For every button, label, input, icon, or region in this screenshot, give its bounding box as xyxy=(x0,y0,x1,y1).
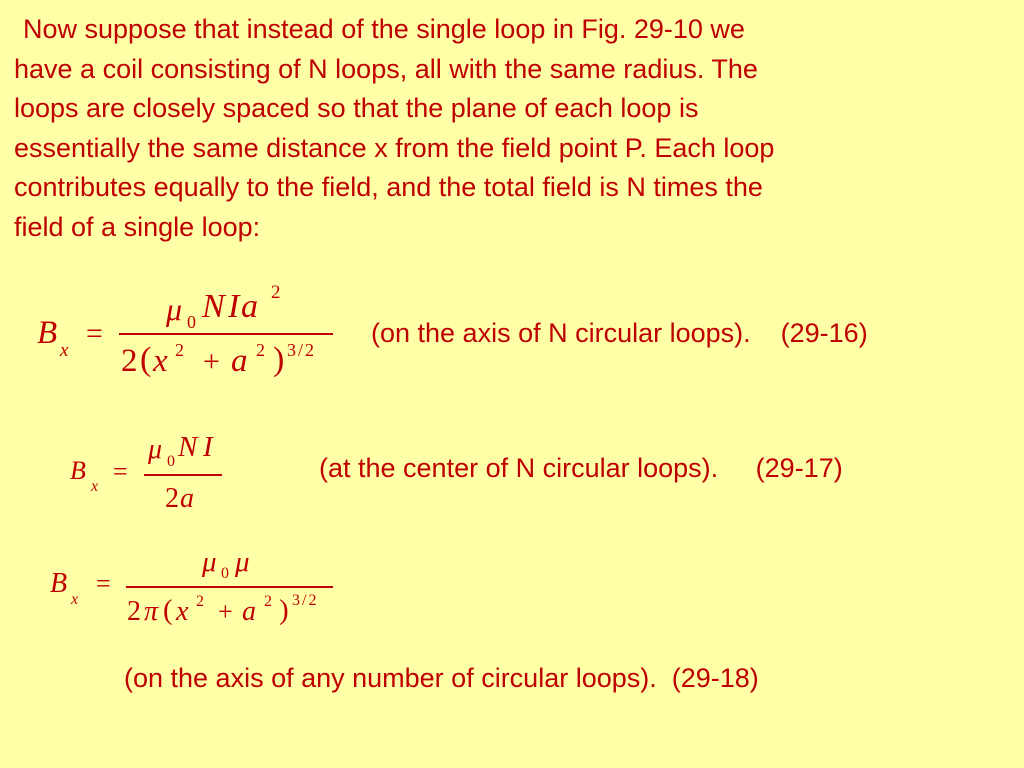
eq-x: x xyxy=(153,343,168,379)
eq-mu-subscript: 0 xyxy=(187,312,196,332)
eq-plus: + xyxy=(203,345,220,378)
eq-plus: + xyxy=(218,597,233,626)
eq-equals: = xyxy=(96,569,111,598)
eq-mu: μ xyxy=(235,546,250,578)
eq-lhs-symbol: B xyxy=(70,456,86,485)
eq-lhs-symbol: B xyxy=(37,315,58,351)
paragraph-line: loops are closely spaced so that the plane of each loop is xyxy=(14,93,699,123)
eq-equals: = xyxy=(113,457,128,486)
eq-mu-subscript: 0 xyxy=(167,453,175,470)
eq-lhs-subscript: x xyxy=(91,478,99,495)
eq-coefficient-2: 2 xyxy=(127,596,141,627)
eq-mu: μ xyxy=(148,434,163,465)
eq-N: N xyxy=(178,431,198,463)
eq-I: I xyxy=(228,288,240,325)
eq-rparen: ) xyxy=(273,341,285,378)
eq-pi: π xyxy=(144,596,159,627)
equation-caption-29-18: (on the axis of any number of circular loops). (29-18) xyxy=(124,663,759,693)
equation-caption-29-16: (on the axis of N circular loops). (29-16) xyxy=(371,318,868,348)
paragraph-line: Now suppose that instead of the single loop in Fig. 29-10 we xyxy=(23,14,745,44)
eq-exponent-2: 2 xyxy=(271,282,281,303)
eq-a: a xyxy=(231,343,248,379)
eq-lparen: ( xyxy=(163,594,173,626)
eq-equals: = xyxy=(86,317,103,350)
equation-caption-29-17: (at the center of N circular loops). (29-17) xyxy=(319,453,843,483)
paragraph-line: contributes equally to the field, and the total field is N times the xyxy=(14,172,763,202)
eq-lhs-subscript: x xyxy=(71,591,79,608)
paragraph-line: essentially the same distance x from the field point P. Each loop xyxy=(14,132,775,163)
eq-exponent-3-2: 3/2 xyxy=(287,340,317,360)
eq-coefficient-2: 2 xyxy=(121,343,138,379)
eq-exponent-2: 2 xyxy=(175,340,184,360)
eq-mu: μ xyxy=(202,546,217,578)
eq-coefficient-2: 2 xyxy=(165,483,179,514)
eq-x: x xyxy=(176,596,189,627)
eq-lhs-symbol: B xyxy=(50,568,68,599)
eq-mu-subscript: 0 xyxy=(221,565,229,582)
eq-a: a xyxy=(241,288,258,325)
paragraph-line: field of a single loop: xyxy=(14,211,261,242)
eq-N: N xyxy=(202,288,225,325)
eq-exponent-3-2: 3/2 xyxy=(292,592,319,609)
eq-exponent-2: 2 xyxy=(196,593,204,610)
eq-mu: μ xyxy=(166,291,183,327)
eq-a: a xyxy=(242,596,256,627)
eq-I: I xyxy=(203,431,213,463)
eq-lparen: ( xyxy=(140,341,152,378)
eq-exponent-2: 2 xyxy=(256,340,265,360)
paragraph-line: have a coil consisting of N loops, all with the same radius. The xyxy=(14,53,758,84)
eq-rparen: ) xyxy=(279,594,289,626)
eq-exponent-2: 2 xyxy=(264,593,272,610)
eq-a: a xyxy=(180,483,194,514)
fraction-bar xyxy=(126,586,333,588)
eq-lhs-subscript: x xyxy=(60,340,69,361)
